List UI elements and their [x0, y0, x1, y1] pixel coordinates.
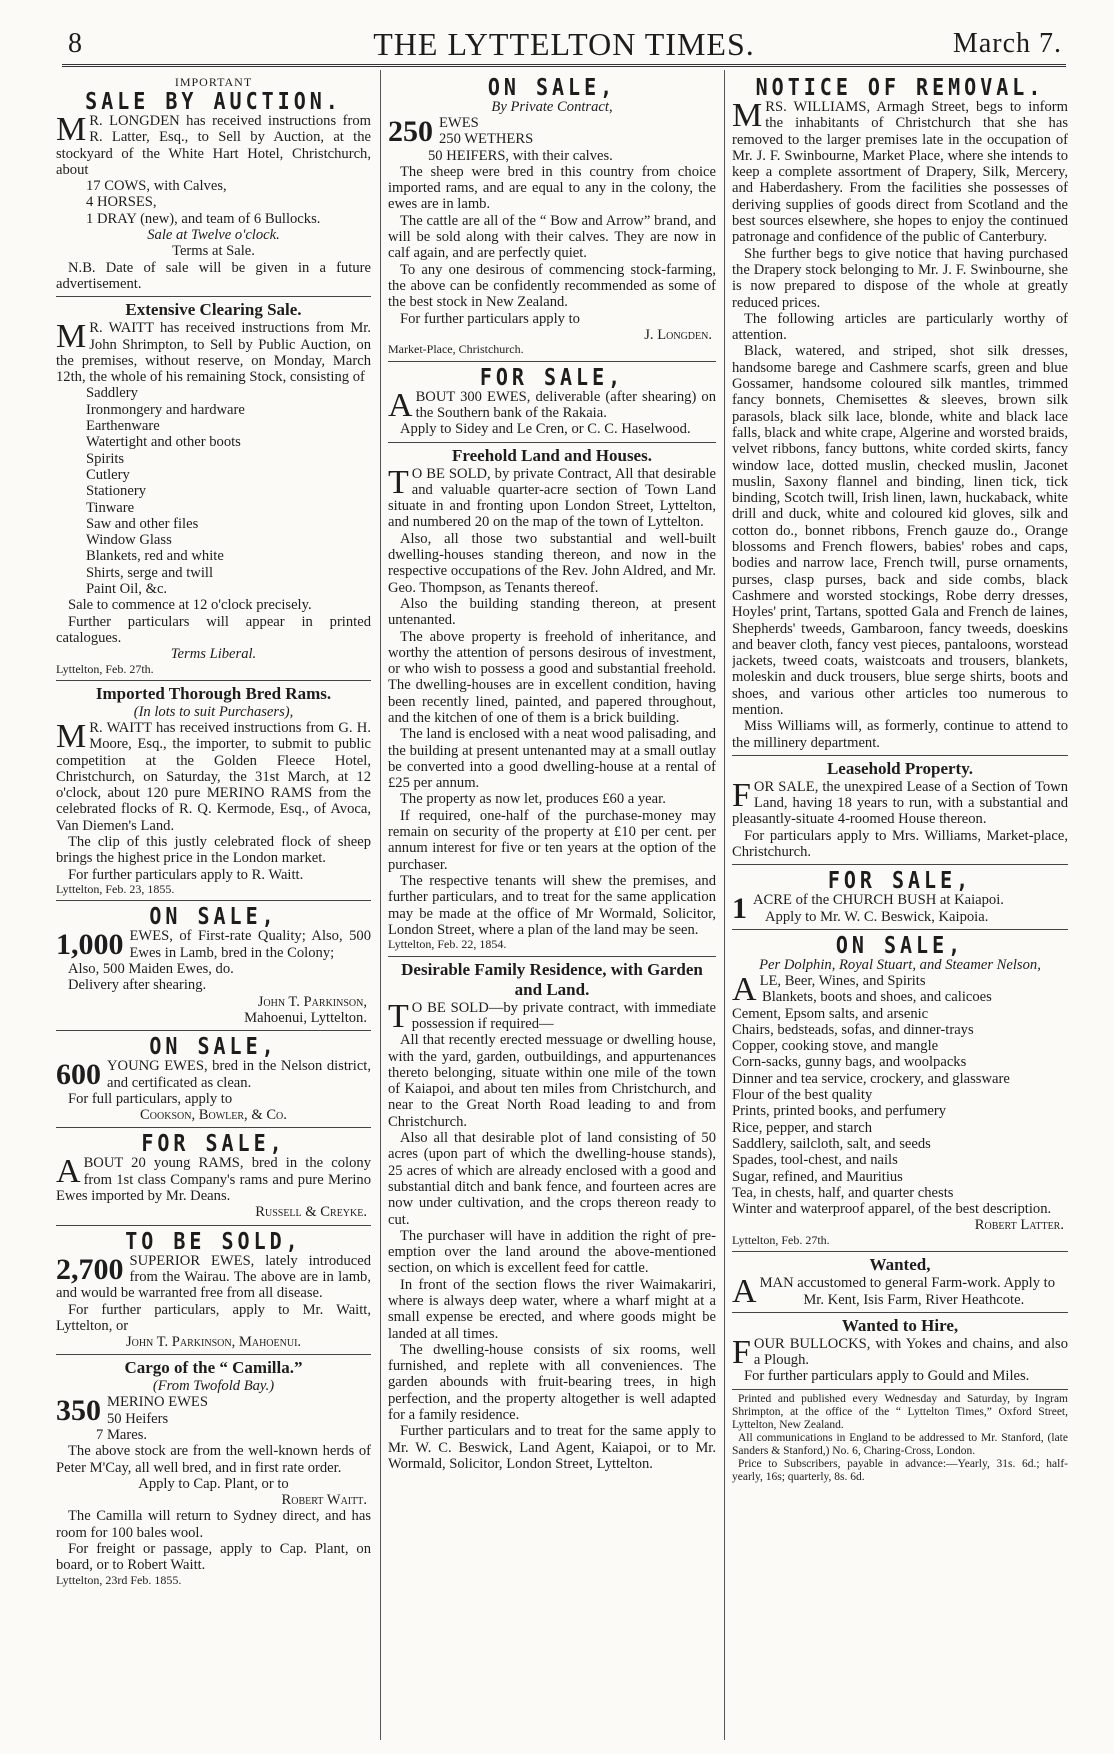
ad-wanted-to-hire [732, 1313, 1068, 1390]
signature: Russell & Creyke. [255, 1204, 367, 1221]
dateline: Market-Place, Christchurch. [388, 342, 524, 357]
list-item: Sugar, refined, and Mauritius [732, 1168, 903, 1185]
list-item: Shirts, serge and twill [86, 564, 214, 581]
ad-body: For further particulars apply to R. Waitt. [68, 866, 304, 883]
ad-body: Further particulars and to treat for the same apply to Mr. W. C. Beswick, Land Agent, Kaiapoi, or to Mr. Wormald, Solicitor, London Street, Lyttelton. [388, 1423, 716, 1472]
ad-body: For freight or passage, apply to Cap. Plant, on board, or to Robert Waitt. [56, 1541, 371, 1574]
list-item: Blankets, red and white [86, 548, 224, 565]
dateline: Lyttelton, Feb. 23, 1855. [56, 881, 175, 896]
sale-terms: Terms at Sale. [172, 243, 255, 260]
drop-cap: A [388, 386, 413, 424]
ad-body: For particulars apply to Mrs. Williams, Market-place, Christchurch. [732, 827, 1068, 861]
list-item: Blankets, boots and shoes, and calicoes [762, 989, 992, 1006]
big-number: 2,700 [56, 1252, 124, 1286]
ad-to-be-sold [56, 1226, 371, 1356]
drop-cap: F [732, 776, 751, 814]
signature: John T. Parkinson, [257, 993, 367, 1010]
ad-camilla-cargo [56, 1355, 371, 1591]
ad-heading: ON SALE, [149, 902, 278, 931]
ad-body: The cattle are all of the “ Bow and Arrow” brand, and will be sold along with their calves. They are now in calf again, and are perfectly quiet. [388, 212, 716, 262]
drop-cap: M [56, 718, 87, 755]
imprint-text: All communications in England to be addressed to Mr. Stanford, (late Sanders & Stanford,) No. 6, Charing-Cross, London. [732, 1431, 1068, 1457]
ad-body: The following articles are particularly worthy of attention. [732, 310, 1068, 344]
ad-body: The sheep were bred in this country from choice imported rams, and are equal to any in the colony, the ewes are in lamb. [388, 163, 716, 213]
ad-heading: Desirable Family Residence, with Garden and Land. [401, 959, 703, 999]
list-item: 17 COWS, with Calves, [86, 178, 227, 195]
column-2 [388, 72, 716, 1742]
ad-body: The above stock are from the well-known herds of Peter M'Cay, all well bred, and in first rate order. [56, 1443, 371, 1476]
ad-body: All that recently erected messuage or dwelling house, with the yard, garden, outbuildings, and appurtenances thereto belonging, situate within one mile of the town of Kaiapoi, and about ten miles from Christchurch, and near to the Great North Road leading to and from Christchurch. [388, 1032, 716, 1130]
list-item: Ironmongery and hardware [86, 401, 245, 418]
big-number: 1 [732, 892, 747, 926]
big-number: 250 [388, 115, 433, 148]
newspaper-title: THE LYTTELTON TIMES. [373, 26, 755, 62]
list-item: Cutlery [86, 466, 130, 483]
printer-imprint [732, 1390, 1068, 1488]
ad-body: Also the building standing thereon, at present untenanted. [388, 595, 716, 629]
ad-private-contract [388, 72, 716, 362]
ad-subheading: (In lots to suit Purchasers), [133, 704, 294, 720]
ad-leasehold [732, 756, 1068, 865]
list-item: Earthenware [86, 418, 160, 435]
list-item: 4 HORSES, [86, 194, 157, 211]
drop-cap: F [732, 1333, 751, 1371]
ad-body: For full particulars, apply to [68, 1090, 233, 1107]
ad-body: Also, 500 Maiden Ewes, do. [68, 961, 234, 978]
ad-body: Apply to Cap. Plant, or to [138, 1475, 289, 1492]
ad-body: The dwelling-house consists of six rooms, well furnished, and replete with all conveniences. The garden abounds with fruit-bearing trees, in high perfection, and the property altogether is well adapted for a family residence. [388, 1341, 716, 1424]
list-item: Corn-sacks, gunny bags, and woolpacks [732, 1054, 967, 1071]
list-item: Saw and other files [86, 515, 199, 532]
dateline: Lyttelton, 23rd Feb. 1855. [56, 1572, 182, 1587]
ad-body: OR SALE, the unexpired Lease of a Section of Town Land, having 18 years to run, with a substantial and pleasantly-situate 4-roomed House thereon. [732, 778, 1068, 828]
ad-body: RS. WILLIAMS, Armagh Street, begs to inform the inhabitants of Christchurch that she has removed to the larger premises late in the occupation of Mr. J. F. Swinbourne, Market Place, where she intends to keep a complete assortment of Drapery, Silk, Mercery, and Haberdashery. From the facilities she possesses of deriving supplies of goods direct from Scotland and the best sources elsewhere, she hopes to enjoy the continued patronage and confidence of the public of Canterbury. [732, 99, 1068, 246]
list-item: Tea, in chests, half, and quarter chests [732, 1184, 954, 1201]
ad-heading: FOR SALE, [141, 1129, 286, 1158]
list-item: Winter and waterproof apparel, of the best description. [732, 1201, 1052, 1218]
big-number: 350 [56, 1394, 101, 1428]
ad-body: SUPERIOR EWES, lately introduced from the Wairau. The above are in lamb, and would be warranted free from all disease. [56, 1252, 371, 1302]
ad-heading: ON SALE, [149, 1032, 278, 1061]
ad-body: Sale to commence at 12 o'clock precisely. [68, 597, 312, 614]
ad-heading: TO BE SOLD, [125, 1226, 302, 1255]
issue-date: March 7. [952, 28, 1062, 59]
column-divider [724, 70, 725, 1740]
ad-body: YOUNG EWES, bred in the Nelson district, and certificated as clean. [107, 1058, 371, 1091]
ad-church-bush [732, 865, 1068, 930]
signature: Mr. Kent, Isis Farm, River Heathcote. [803, 1291, 1025, 1308]
ad-heading: FOR SALE, [827, 866, 973, 895]
ad-heading: Wanted to Hire, [841, 1315, 959, 1335]
ad-heading: Extensive Clearing Sale. [125, 300, 302, 320]
list-item: Tinware [86, 499, 135, 516]
list-item: Copper, cooking stove, and mangle [732, 1038, 939, 1055]
ad-body: BOUT 20 young RAMS, bred in the colony from 1st class Company's rams and pure Merino Ewes imported by Mr. Deans. [56, 1155, 371, 1205]
list-item: Watertight and other boots [86, 434, 241, 451]
sale-terms: Terms Liberal. [170, 646, 257, 663]
ad-freehold-land [388, 443, 716, 957]
ad-heading: Cargo of the “ Camilla.” [124, 1358, 303, 1378]
list-item: Spirits [86, 450, 125, 467]
ad-heading: ON SALE, [835, 931, 965, 959]
list-item: Chairs, bedsteads, sofas, and dinner-trays [732, 1021, 974, 1038]
ad-subheading: By Private Contract, [491, 99, 613, 115]
ad-heading: NOTICE OF REMOVAL. [755, 73, 1045, 101]
list-item: MERINO EWES [107, 1394, 208, 1411]
ad-body: R. WAITT has received instructions from Mr. John Shrimpton, to Sell by Public Auction, on the premises, without reserve, on Monday, March 12th, the whole of his remaining Stock, consisting of [56, 320, 371, 386]
ad-body: The above property is freehold of inheritance, and worthy the attention of persons desirous of investment, or who wish to possess a good and substantial freehold. The dwelling-houses are in excellent condition, having been recently lined, painted, and papered throughout, and the kitchen of one of them is a brick building. [388, 628, 716, 726]
ad-body: Apply to Mr. W. C. Beswick, Kaipoia. [765, 908, 989, 925]
ad-ewes-300 [388, 362, 716, 443]
ad-body: For further particulars, apply to Mr. Waitt, Lyttelton, or [56, 1301, 371, 1334]
ad-body: The purchaser will have in addition the right of pre-emption over the land around the above-mentioned section, on which is excellent feed for cattle. [388, 1227, 716, 1277]
list-item: 7 Mares. [96, 1427, 148, 1443]
ad-body: The clip of this justly celebrated flock of sheep brings the highest price in the London market. [56, 834, 371, 867]
big-number: 600 [56, 1058, 101, 1092]
ad-body: Further particulars will appear in printed catalogues. [56, 613, 371, 646]
list-item: 50 Heifers [107, 1410, 169, 1427]
list-item: Saddlery [86, 385, 138, 402]
drop-cap: M [732, 97, 763, 134]
dateline: Lyttelton, Feb. 27th. [732, 1232, 830, 1247]
ad-body: R. WAITT has received instructions from G. H. Moore, Esq., the importer, to submit to public competition at the Golden Fleece Hotel, Christchurch, on Saturday, the 31st March, at 12 o'clock, about 120 pure MERINO RAMS from the celebrated flocks of R. Q. Kermode, Esq., of Avoca, Van Diemen's Land. [56, 720, 371, 834]
list-item: Window Glass [86, 532, 172, 549]
list-item: Stationery [86, 483, 146, 500]
ad-body: For further particulars apply to Gould and Miles. [744, 1368, 1030, 1385]
ad-body: ACRE of the CHURCH BUSH at Kaiapoi. [753, 892, 1004, 909]
dateline: Lyttelton, Feb. 27th. [56, 661, 154, 676]
ad-heading: Imported Thorough Bred Rams. [95, 684, 332, 703]
ad-body: BOUT 300 EWES, deliverable (after shearing) on the Southern bank of the Rakaia. [415, 388, 716, 421]
ad-body: EWES, of First-rate Quality; Also, 500 Ewes in Lamb, bred in the Colony; [129, 928, 371, 961]
column-divider [380, 70, 381, 1740]
drop-cap: T [388, 463, 409, 501]
ad-body: In front of the section flows the river Waimakariri, where is always deep water, where a wharf might at a small expense be erected, and where goods might be landed at all times. [388, 1276, 716, 1342]
list-item: Spades, tool-chest, and nails [732, 1152, 898, 1169]
ad-body: Delivery after shearing. [68, 977, 207, 994]
ad-subheading: (From Twofold Bay.) [152, 1378, 275, 1395]
drop-cap: M [56, 318, 87, 356]
ad-body: Miss Williams will, as formerly, continue to attend to the millinery department. [732, 718, 1068, 751]
drop-cap: A [732, 1273, 757, 1311]
sale-time: Sale at Twelve o'clock. [147, 227, 280, 244]
signature: Mahoenui, Lyttelton. [244, 1009, 367, 1026]
ad-body: Apply to Sidey and Le Cren, or C. C. Haselwood. [400, 421, 691, 438]
signature: Robert Latter. [974, 1217, 1064, 1234]
ad-auction [56, 72, 371, 297]
ad-wanted [732, 1252, 1068, 1313]
list-item: Cement, Epsom salts, and arsenic [732, 1005, 929, 1022]
ad-body: Black, watered, and striped, shot silk dresses, handsome barege and Cashmere scarfs, green and blue Gossamer, handsome coloured silk mantles, trimmed fancy bonnets, Chemisettes & sleeves, brown silk parasols, black silk lace, blonde, white and black lace falls, black and white crape, Algerine and worsted braids, velvet ribbons, fancy buttons, white corded skirts, fancy window lace, dotted muslin, checked muslin, Jaconet muslin, Saxony flannel and binding, linen tick, tick binding, Scotch twill, Irish linen, lawn, huckaback, white drill and duck, white and coloured kid gloves, silk and cotton do., bonnet ribbons, French gauze do., Orange blossoms and French flowers, babies' robes and caps, bodies and narrow lace, French twill, purse ornaments, purses, clasp purses, back and side combs, black Cashmere and worsted stockings, Robe derry dresses, Hoyles' print, Tartans, spotted Gala and French de laines, Shepherds' tweeds, Gambaroon, fancy tweeds, doeskins and beaver cloth, fancy vest pieces, pantaloons, worstead jackets, tweed coats, waistcoats and trousers, blankets, moleskin and duck trousers, blue serge shirts, boots and shoes, and various other articles too numerous to mention. [732, 343, 1068, 718]
signature: Robert Waitt. [281, 1492, 367, 1509]
list-item: Rice, pepper, and starch [732, 1119, 873, 1136]
list-item: Paint Oil, &c. [86, 581, 168, 598]
ad-body: Also all that desirable plot of land consisting of 50 acres (upon part of which the dwelling-house stands), 25 acres of which are already enclosed with a good and substantial ditch and bank fence, and fourteen acres are now under cultivation, and the crops thereon ready to cut. [388, 1130, 716, 1228]
ad-heading: Freehold Land and Houses. [452, 445, 652, 465]
ad-body: O BE SOLD, by private Contract, All that desirable and valuable quarter-acre section of Town Land situate in and fronting upon London Street, Lyttelton, and numbered 20 on the map of the town of Lyttelton. [388, 465, 716, 531]
ad-body: For further particulars apply to [400, 310, 580, 327]
imprint-text: Printed and published every Wednesday and Saturday, by Ingram Shrimpton, at the office of the “ Lyttelton Times,” Oxford Street, Lyttelton, New Zealand. [732, 1392, 1068, 1431]
ad-body: O BE SOLD—by private contract, with immediate possession if required— [411, 999, 716, 1032]
signature: Cookson, Bowler, & Co. [140, 1107, 287, 1124]
ad-heading: FOR SALE, [479, 362, 625, 391]
ad-heading: SALE BY AUCTION. [85, 87, 342, 115]
drop-cap: M [56, 111, 87, 148]
ad-ewes-600 [56, 1031, 371, 1128]
masthead-rule [62, 64, 1066, 67]
ad-ewes-1000 [56, 901, 371, 1031]
ad-rams-20 [56, 1128, 371, 1225]
imprint-text: Price to Subscribers, payable in advance:—Yearly, 31s. 6d.; half-yearly, 16s; quarterly, 8s. 6d. [732, 1457, 1068, 1483]
signature: John T. Parkinson, Mahoenui. [125, 1334, 302, 1351]
ad-body: The respective tenants will shew the premises, and further particulars, and to treat for the same application may be made at the office of Mr Wormald, Solicitor, London Street, where a plan of the land may be seen. [388, 872, 716, 938]
ad-body: She further begs to give notice that having purchased the Drapery stock belonging to Mr. J. F. Swinbourne, she is now prepared to dispose of the whole at greatly reduced prices. [732, 245, 1068, 311]
ad-notice-of-removal [732, 72, 1068, 756]
list-item: Saddlery, sailcloth, salt, and seeds [732, 1135, 931, 1152]
ad-body: The property as now let, produces £60 a year. [400, 791, 666, 808]
big-number: 1,000 [56, 928, 124, 962]
ad-body: To any one desirous of commencing stock-farming, the above can be confidently recommended as some of the best stock in New Zealand. [388, 261, 716, 311]
dateline: Lyttelton, Feb. 22, 1854. [388, 937, 507, 952]
ad-dolphin-cargo [732, 930, 1068, 1252]
list-item: Dinner and tea service, crockery, and glassware [732, 1070, 1010, 1087]
list-item: EWES [439, 115, 479, 131]
list-item: Prints, printed books, and perfumery [732, 1103, 947, 1120]
drop-cap: A [732, 970, 757, 1008]
ad-body: MAN accustomed to general Farm-work. Apply to [759, 1275, 1056, 1292]
ad-heading: Wanted, [869, 1255, 931, 1275]
ad-body: Also, all those two substantial and well-built dwelling-houses standing thereon, and now in the respective occupations of the Rev. John Aldred, and Mr. Geo. Thompson, as Tenants thereof. [388, 530, 716, 596]
ad-family-residence [388, 957, 716, 1477]
list-item: 50 HEIFERS, with their calves. [428, 147, 613, 164]
ad-heading: ON SALE, [487, 73, 617, 101]
drop-cap: T [388, 997, 409, 1035]
ad-body: R. LONGDEN has received instructions from R. Latter, Esq., to Sell by Auction, at the stockyard of the White Hart Hotel, Christchurch, about [56, 113, 371, 178]
ad-body: LE, Beer, Wines, and Spirits [759, 972, 926, 989]
list-item: 1 DRAY (new), and team of 6 Bullocks. [86, 210, 321, 227]
ad-kicker: IMPORTANT [174, 75, 253, 89]
list-item: 250 WETHERS [439, 131, 534, 148]
drop-cap: A [56, 1153, 81, 1191]
masthead [62, 22, 1066, 62]
column-3 [732, 72, 1068, 1742]
ad-body: OUR BULLOCKS, with Yokes and chains, and also a Plough. [753, 1335, 1068, 1369]
ad-note: N.B. Date of sale will be given in a future advertisement. [56, 259, 371, 292]
ad-body: If required, one-half of the purchase-money may remain on security of the property at £10 per cent. per annum interest for five or ten years at the option of the purchaser. [388, 807, 716, 873]
ad-subheading: Per Dolphin, Royal Stuart, and Steamer Nelson, [759, 956, 1041, 973]
page-number: 8 [68, 28, 82, 59]
ad-heading: Leasehold Property. [826, 758, 974, 778]
list-item: Flour of the best quality [732, 1087, 873, 1104]
ad-body: The land is enclosed with a neat wood palisading, and the building at present untenanted may at a small outlay be converted into a good dwelling-house at a rental of £25 per annum. [388, 726, 716, 792]
ad-imported-rams [56, 681, 371, 901]
column-1 [56, 72, 371, 1742]
ad-body: The Camilla will return to Sydney direct, and has room for 100 bales wool. [56, 1508, 371, 1541]
ad-clearing-sale [56, 297, 371, 681]
signature: J. Longden. [644, 326, 712, 343]
